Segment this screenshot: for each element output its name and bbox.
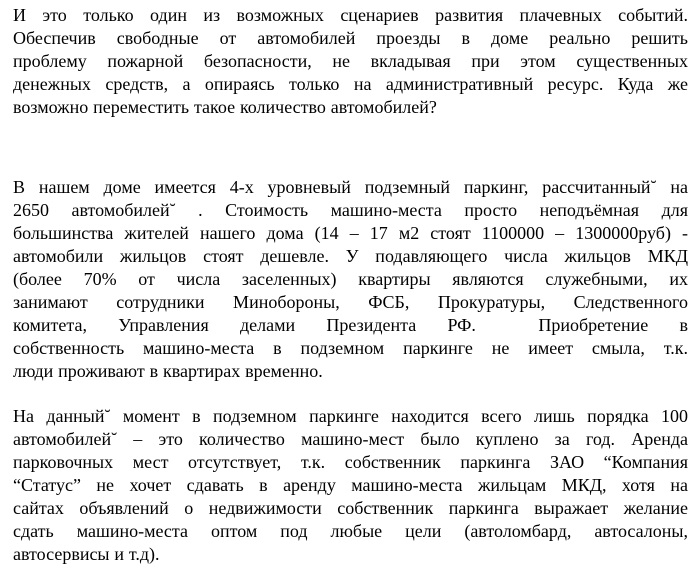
text-line: На данный˘ момент в подземном паркинге находится всего лишь порядка 100 — [13, 406, 688, 426]
text-line: сайтах объявлений о недвижимости собственник паркинга выражает желание — [13, 498, 688, 518]
text-line: люди проживают в квартирах временно. — [13, 361, 323, 381]
text-line: сдать машино-места оптом под любые цели (автоломбард, автосалоны, — [13, 521, 688, 541]
text-line: Обеспечив свободные от автомобилей проезды в доме реально решить — [13, 28, 688, 48]
text-line: комитета, Управления делами Президента РФ. Приобретение в — [13, 315, 688, 335]
text-line: парковочных мест отсутствует, т.к. собственник паркинга ЗАО “Компания — [13, 452, 688, 472]
text-line: “Статус” не хочет сдавать в аренду машино-места жильцам МКД, хотя на — [13, 475, 688, 495]
paragraph-underground-parking — [13, 176, 688, 383]
text-line: автосервисы и т.д). — [13, 544, 160, 564]
text-line: большинства жителей нашего дома (14 – 17 м2 стоят 1100000 – 1300000руб) - — [13, 223, 688, 243]
text-line: занимают сотрудники Минобороны, ФСБ, Прокуратуры, Следственного — [13, 292, 688, 312]
text-line: И это только один из возможных сценариев развития плачевных событий. — [13, 5, 688, 25]
text-line: возможно переместить такое количество автомобилей? — [13, 97, 437, 117]
text-line: В нашем доме имеется 4-х уровневый подземный паркинг, рассчитанный˘ на — [13, 177, 688, 197]
paragraph-fire-safety-scenario — [13, 4, 688, 119]
text-line: (более 70% от числа заселенных) квартиры являются служебными, их — [13, 269, 688, 289]
paragraph-parking-rental — [13, 405, 688, 566]
text-line: денежных средств, а опираясь только на административный ресурс. Куда же — [13, 74, 688, 94]
text-line: проблему пожарной безопасности, не вкладывая при этом существенных — [13, 51, 688, 71]
text-line: автомобилей˘ – это количество машино-мест было куплено за год. Аренда — [13, 429, 688, 449]
text-line: автомобили жильцов стоят дешевле. У подавляющего числа жильцов МКД — [13, 246, 688, 266]
text-line: собственность машино-места в подземном паркинге не имеет смыла, т.к. — [13, 338, 688, 358]
text-line: 2650 автомобилей˘ . Стоимость машино-места просто неподъёмная для — [13, 200, 688, 220]
